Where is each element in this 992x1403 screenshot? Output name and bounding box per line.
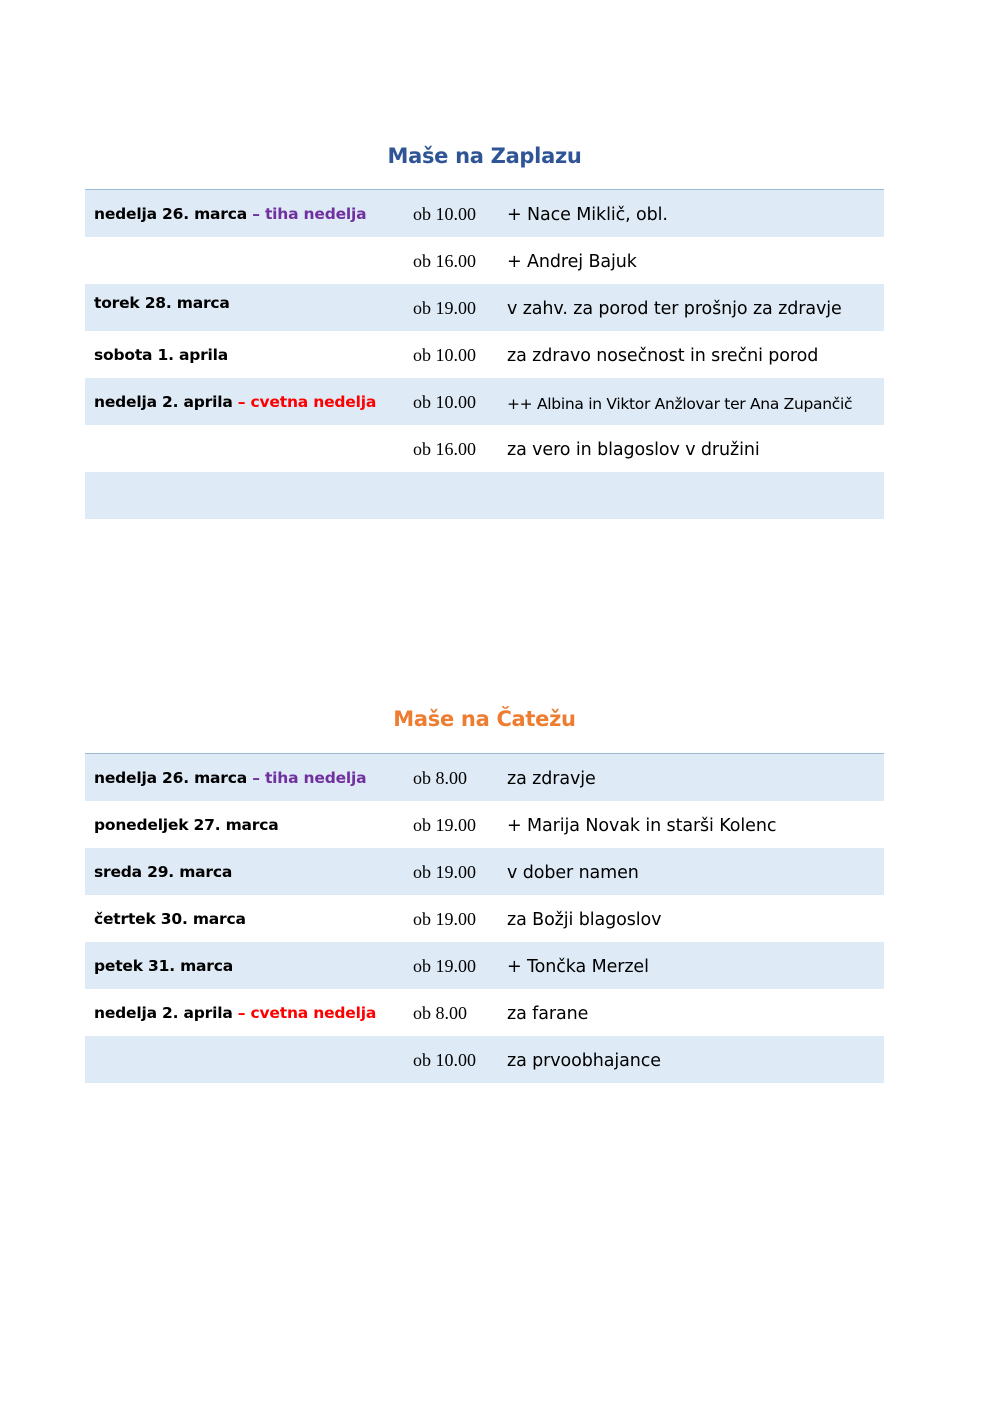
day-note: – tiha nedelja bbox=[252, 769, 367, 787]
section-title-catez: Maše na Čatežu bbox=[393, 707, 576, 731]
time-cell: ob 10.00 bbox=[413, 392, 476, 412]
time-cell: ob 16.00 bbox=[413, 439, 476, 459]
intention-cell: za Božji blagoslov bbox=[507, 910, 662, 930]
day-cell: četrtek 30. marca bbox=[94, 910, 246, 928]
time-cell: ob 19.00 bbox=[413, 956, 476, 976]
day-cell: sreda 29. marca bbox=[94, 863, 233, 881]
intention-cell: + Tončka Merzel bbox=[507, 957, 649, 977]
day-cell: ponedeljek 27. marca bbox=[94, 816, 279, 834]
table-row bbox=[85, 284, 884, 331]
intention-cell: za farane bbox=[507, 1004, 589, 1024]
intention-cell: ++ Albina in Viktor Anžlovar ter Ana Zupančič bbox=[507, 395, 853, 413]
intention-cell: v dober namen bbox=[507, 863, 639, 883]
intention-cell: za vero in blagoslov v družini bbox=[507, 440, 760, 460]
table-row bbox=[85, 801, 884, 848]
time-cell: ob 19.00 bbox=[413, 815, 476, 835]
day-note: – tiha nedelja bbox=[252, 205, 367, 223]
time-cell: ob 19.00 bbox=[413, 298, 476, 318]
table-row bbox=[85, 848, 884, 895]
table-row bbox=[85, 1036, 884, 1083]
day-cell: nedelja 2. aprila – cvetna nedelja bbox=[94, 1004, 377, 1022]
day-cell: torek 28. marca bbox=[94, 294, 230, 312]
intention-cell: za zdravje bbox=[507, 769, 596, 789]
day-note: – cvetna nedelja bbox=[237, 1004, 377, 1022]
table-row bbox=[85, 190, 884, 237]
intention-cell: + Andrej Bajuk bbox=[507, 252, 637, 272]
day-cell: nedelja 26. marca – tiha nedelja bbox=[94, 769, 367, 787]
intention-cell: za zdravo nosečnost in srečni porod bbox=[507, 346, 819, 366]
table-row bbox=[85, 425, 884, 472]
table-row bbox=[85, 331, 884, 378]
time-cell: ob 10.00 bbox=[413, 204, 476, 224]
time-cell: ob 8.00 bbox=[413, 768, 467, 788]
intention-cell: za prvoobhajance bbox=[507, 1051, 661, 1071]
intention-cell: + Marija Novak in starši Kolenc bbox=[507, 816, 777, 836]
time-cell: ob 19.00 bbox=[413, 862, 476, 882]
table-row bbox=[85, 942, 884, 989]
day-cell: nedelja 2. aprila – cvetna nedelja bbox=[94, 393, 377, 411]
intention-cell: v zahv. za porod ter prošnjo za zdravje bbox=[507, 299, 842, 319]
table-row bbox=[85, 472, 884, 519]
time-cell: ob 10.00 bbox=[413, 1050, 476, 1070]
time-cell: ob 16.00 bbox=[413, 251, 476, 271]
day-cell: petek 31. marca bbox=[94, 957, 233, 975]
time-cell: ob 10.00 bbox=[413, 345, 476, 365]
table-row bbox=[85, 754, 884, 801]
intention-cell: + Nace Miklič, obl. bbox=[507, 205, 668, 225]
table-row bbox=[85, 989, 884, 1036]
day-note: – cvetna nedelja bbox=[237, 393, 377, 411]
table-row bbox=[85, 237, 884, 284]
day-cell: nedelja 26. marca – tiha nedelja bbox=[94, 205, 367, 223]
schedule-table-zaplaz bbox=[85, 189, 884, 519]
table-row bbox=[85, 378, 884, 425]
section-title-zaplaz: Maše na Zaplazu bbox=[387, 144, 582, 168]
day-cell: sobota 1. aprila bbox=[94, 346, 229, 364]
table-row bbox=[85, 895, 884, 942]
time-cell: ob 19.00 bbox=[413, 909, 476, 929]
time-cell: ob 8.00 bbox=[413, 1003, 467, 1023]
schedule-table-catez bbox=[85, 753, 884, 1083]
